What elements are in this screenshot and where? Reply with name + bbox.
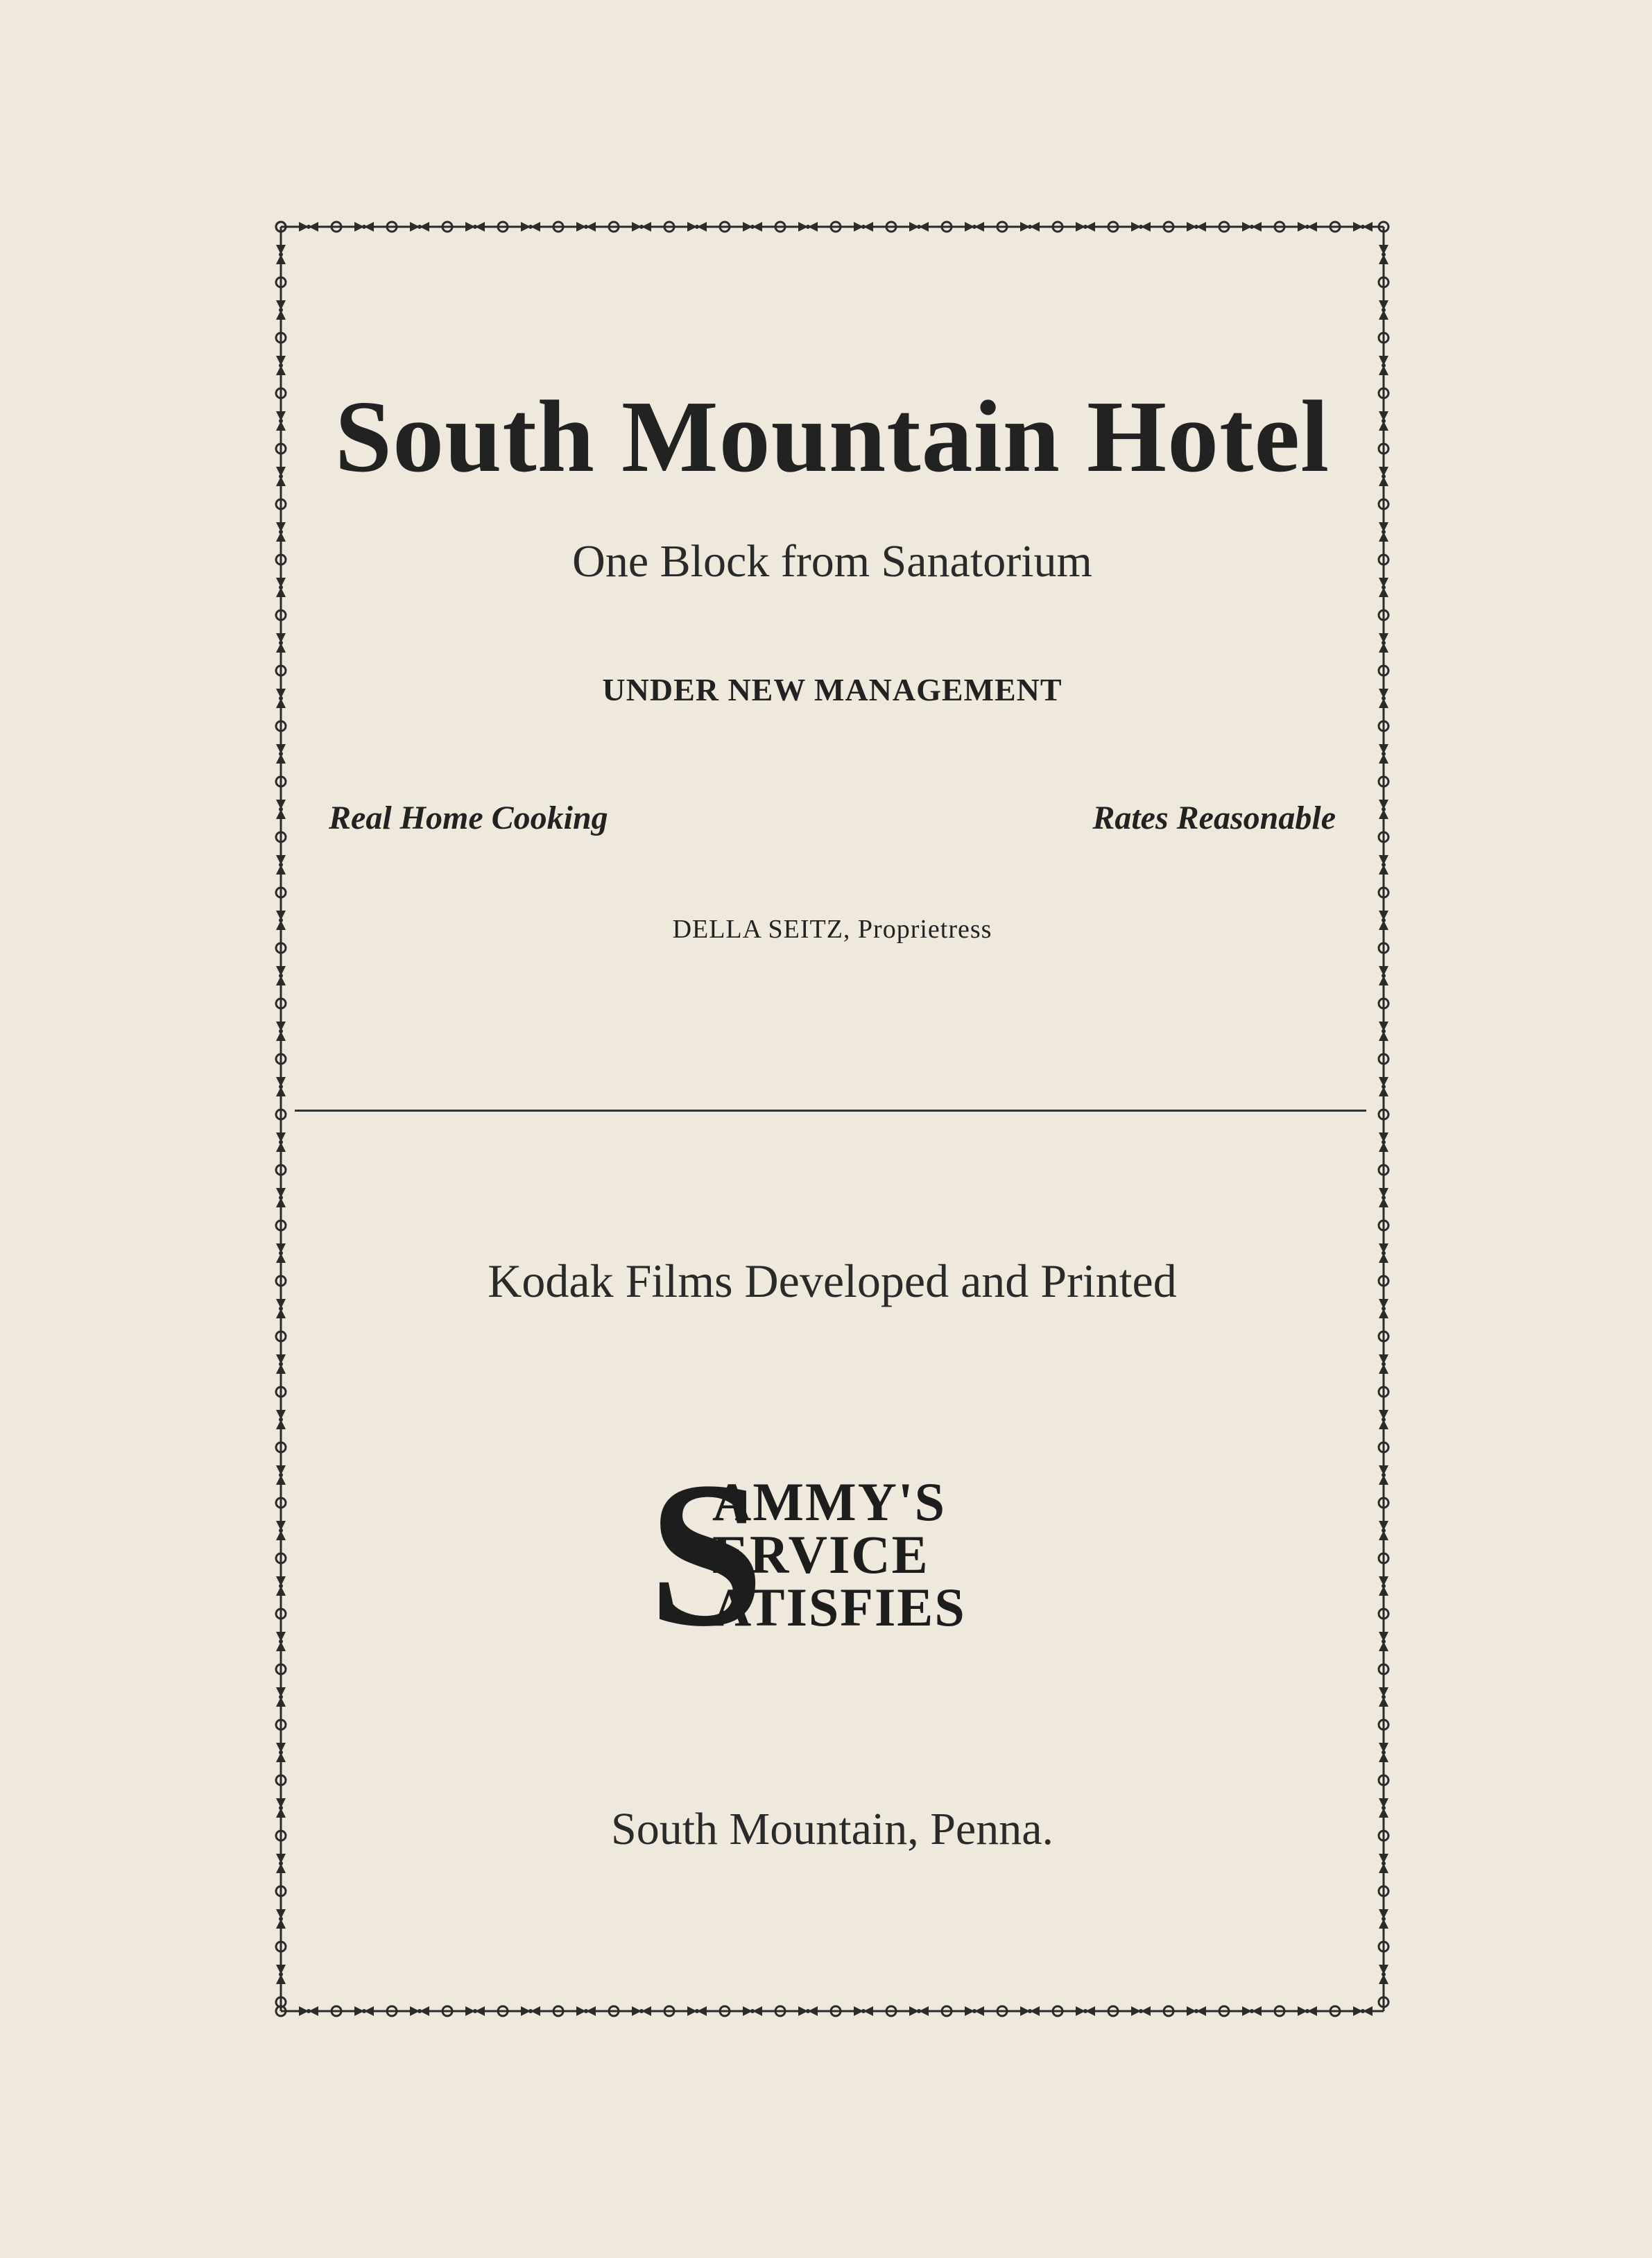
logo-initial: S [648, 1439, 764, 1669]
tagline-rates: Rates Reasonable [1092, 800, 1336, 836]
logo-line-2: ERVICE [712, 1524, 929, 1585]
hotel-subtitle: One Block from Sanatorium [572, 536, 1092, 587]
location-line: South Mountain, Penna. [611, 1804, 1053, 1854]
proprietor-line: DELLA SEITZ, Proprietress [672, 915, 992, 944]
logo-line-1: AMMY'S [712, 1472, 946, 1532]
hotel-title: South Mountain Hotel [334, 380, 1330, 494]
tagline-cooking: Real Home Cooking [329, 800, 608, 836]
management-notice: UNDER NEW MANAGEMENT [602, 672, 1062, 707]
logo-line-3: ATISFIES [712, 1577, 966, 1637]
sammys-logo [648, 1439, 1023, 1669]
section-divider [295, 1110, 1366, 1112]
kodak-headline: Kodak Films Developed and Printed [488, 1255, 1177, 1307]
